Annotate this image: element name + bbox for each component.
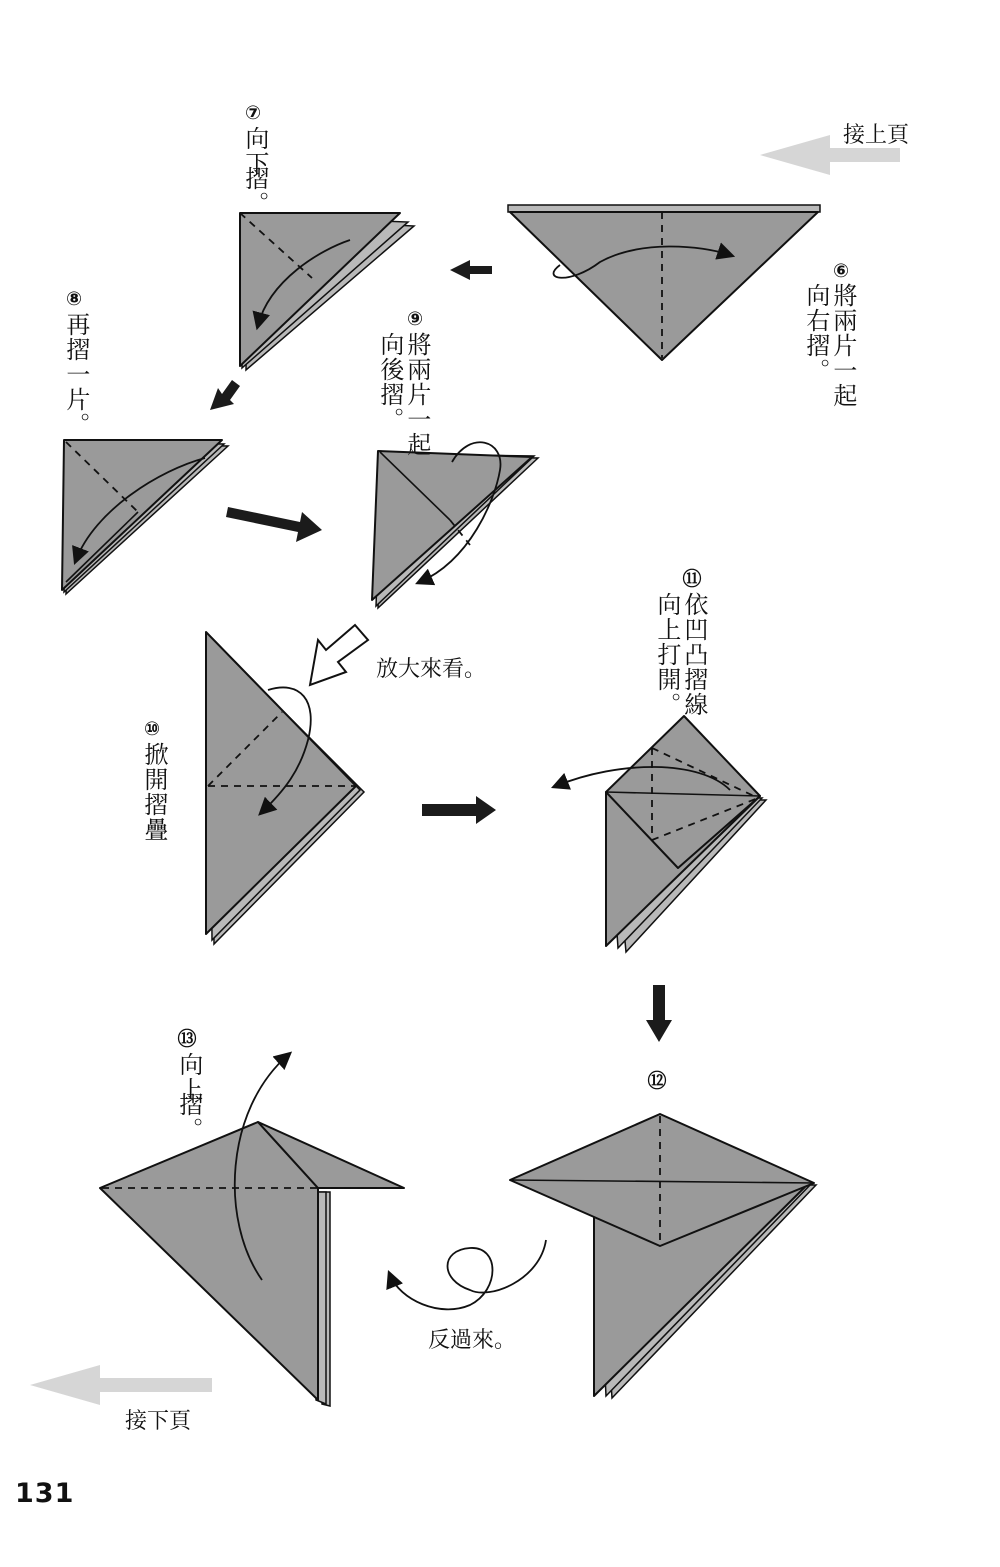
step12-figure xyxy=(510,1114,816,1398)
step10-number: ⑩ xyxy=(143,718,161,740)
step10-line1: 掀開摺疊 xyxy=(139,742,168,842)
step6-line1: 將兩片一起 xyxy=(828,283,857,408)
page-number: 131 xyxy=(15,1478,75,1509)
zoom-note: 放大來看。 xyxy=(376,657,487,682)
step12-number: ⑫ xyxy=(647,1070,667,1092)
step9-line1: 將兩片一起 xyxy=(402,332,431,457)
step11-number: ⑪ xyxy=(682,568,702,590)
continue-from-label: 接上頁 xyxy=(843,123,910,148)
arrow-6-to-7 xyxy=(450,260,492,280)
step13-line2: 摺。 xyxy=(174,1092,203,1142)
step8-number: ⑧ xyxy=(65,288,83,310)
step8-figure xyxy=(62,440,228,594)
arrow-11-to-12 xyxy=(646,985,672,1042)
step11-line2: 向上打開。 xyxy=(652,592,681,717)
step7-number: ⑦ xyxy=(244,102,262,124)
step13-line1: 向上 xyxy=(174,1052,203,1102)
step6-line2: 向右摺。 xyxy=(801,283,830,383)
step13-figure xyxy=(100,1055,404,1406)
step6-number: ⑥ xyxy=(832,260,850,282)
arrow-10-to-11 xyxy=(422,796,496,824)
step13-number: ⑬ xyxy=(177,1028,197,1050)
continue-to-arrow xyxy=(30,1365,212,1405)
flip-note: 反過來。 xyxy=(428,1328,517,1353)
arrow-7-to-8 xyxy=(210,380,240,410)
step8-line1: 再摺一片。 xyxy=(61,312,90,437)
step9-figure xyxy=(372,442,538,608)
continue-to-label: 接下頁 xyxy=(125,1409,192,1434)
step11-figure xyxy=(556,716,766,952)
flip-arrow xyxy=(390,1240,546,1309)
step11-line1: 依凹凸摺線 xyxy=(679,592,708,717)
step10-figure xyxy=(206,632,364,944)
step9-number: ⑨ xyxy=(406,308,424,330)
step6-figure xyxy=(508,205,820,360)
zoom-arrow xyxy=(310,625,368,685)
step9-line2: 向後摺。 xyxy=(375,332,404,432)
step7-line1: 向下 xyxy=(240,126,269,176)
step7-line2: 摺。 xyxy=(240,166,269,216)
arrow-8-to-9 xyxy=(226,507,322,542)
